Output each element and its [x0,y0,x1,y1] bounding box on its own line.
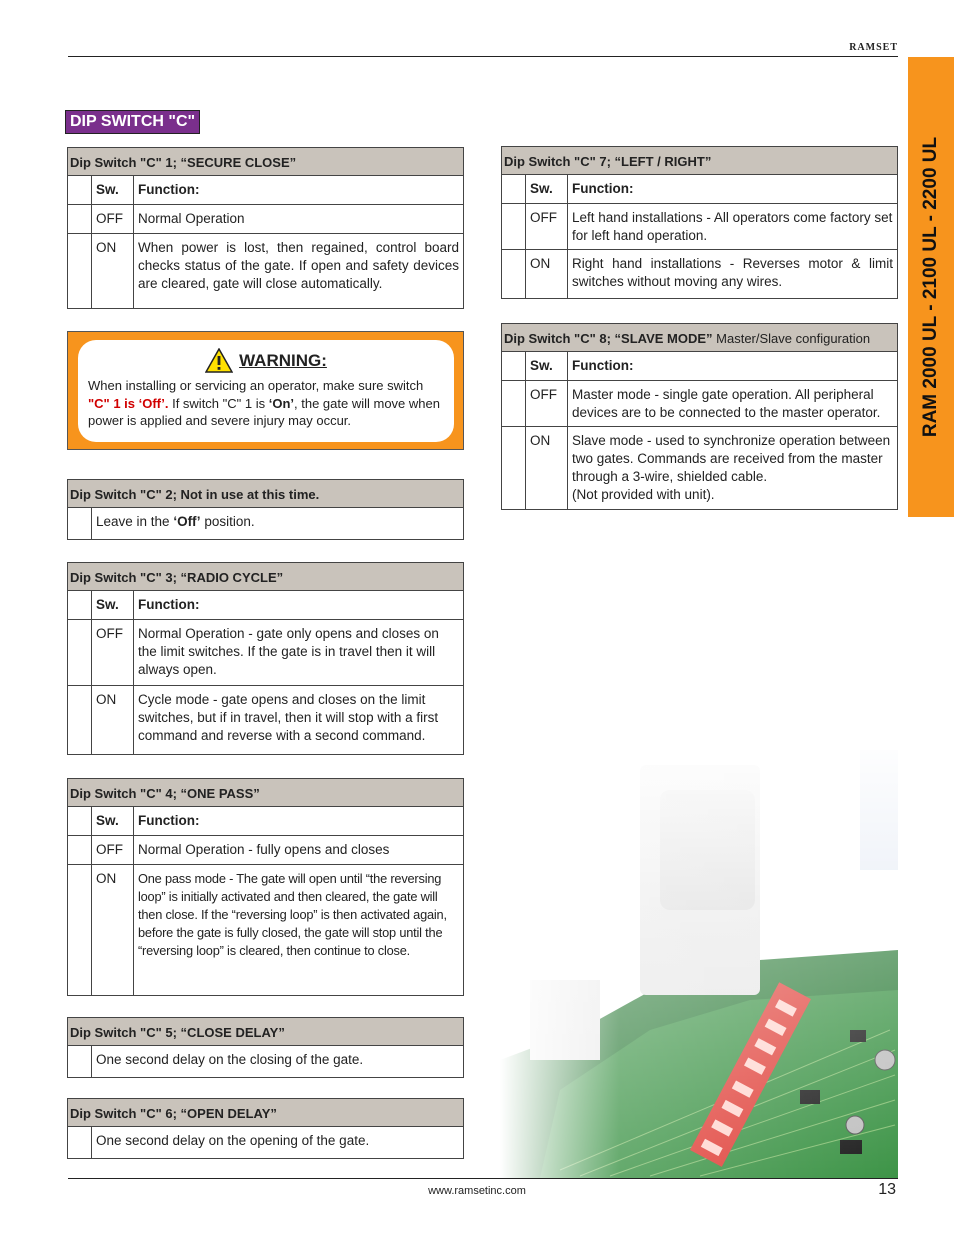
col-function-label: Function: [138,597,200,612]
table-row [68,1127,463,1158]
sw-value: OFF [92,620,134,685]
table-row [502,352,897,381]
section-title: DIP SWITCH "C" [66,111,199,133]
side-tab-text: RAM 2000 UL - 2100 UL - 2200 UL [920,136,941,438]
table-header: Dip Switch "C" 3; “RADIO CYCLE” [68,563,463,591]
sw-value: ON [526,427,568,509]
col-sw-label: Sw. [92,807,134,835]
table-header: Dip Switch "C" 7; “LEFT / RIGHT” [502,147,897,175]
function-text: One pass mode - The gate will open until “the reversing loop” is initially activated and then cleared, the gate will then close. If the “reversing loop” is then activated again, before the gate is fully closed, the gate will stop until the “reversing loop” is cleared, then continue to close. [138,871,447,958]
sw-value: ON [92,234,134,308]
table-row [68,508,463,539]
col-function-label: Function: [572,181,634,196]
table-row [502,204,897,250]
function-text: Normal Operation [138,211,245,226]
function-text: One second delay on the opening of the gate. [96,1133,370,1148]
table-sw6 [67,1098,464,1159]
footer-rule [68,1178,898,1179]
table-row [502,175,897,204]
table-row [68,591,463,620]
sw-value: OFF [92,205,134,233]
table-sw2 [67,479,464,540]
table-header: Dip Switch "C" 6; “OPEN DELAY” [68,1099,463,1127]
col-sw-label: Sw. [92,591,134,619]
table-row [68,176,463,205]
table-row [68,205,463,234]
table-sw3 [67,562,464,755]
function-text: Leave in the ‘Off’ position. [96,514,255,529]
side-tab [908,57,954,517]
sw-value: ON [92,865,134,995]
table-row [68,620,463,686]
sw-value: ON [92,686,134,754]
table-row [68,1046,463,1077]
warning-panel [78,340,454,442]
function-text: Right hand installations - Reverses motor & limit switches without moving any wires. [572,256,893,289]
page-number: 13 [878,1181,896,1198]
warning-text: When installing or servicing an operator, make sure switch "C" 1 is ‘Off’. If switch "C" 1 is ‘On’, the gate will move when power is applied and severe injury may occur. [88,378,440,428]
table-sw5 [67,1017,464,1078]
function-text: One second delay on the closing of the gate. [96,1052,364,1067]
col-sw-label: Sw. [526,352,568,380]
table-sw1 [67,147,464,309]
circuit-board-image [500,730,898,1178]
brand-name: RAMSET [849,42,898,53]
sw-value: OFF [526,381,568,426]
sw-value: OFF [526,204,568,249]
table-sw8 [501,323,898,510]
table-header: Dip Switch "C" 5; “CLOSE DELAY” [68,1018,463,1046]
function-text: Normal Operation - gate only opens and closes on the limit switches. If the gate is in travel then it will always open. [138,626,439,677]
col-function-label: Function: [138,182,200,197]
table-sw4 [67,778,464,996]
function-text: When power is lost, then regained, control board checks status of the gate. If open and safety devices are cleared, gate will close automatically. [138,240,459,291]
col-sw-label: Sw. [526,175,568,203]
table-header: Dip Switch "C" 1; “SECURE CLOSE” [68,148,463,176]
col-function-label: Function: [138,813,200,828]
table-header: Dip Switch "C" 4; “ONE PASS” [68,779,463,807]
footer-url: www.ramsetinc.com [428,1185,526,1197]
table-row [502,250,897,298]
table-row [68,836,463,865]
function-text: Master mode - single gate operation. All peripheral devices are to be connected to the master operator. [572,387,881,420]
function-text: Left hand installations - All operators come factory set for left hand operation. [572,210,893,243]
col-function-label: Function: [572,358,634,373]
table-row [502,381,897,427]
table-row [68,807,463,836]
table-sw7 [501,146,898,299]
sw-value: ON [526,250,568,298]
top-rule [68,56,898,57]
table-header: Dip Switch "C" 8; “SLAVE MODE” Master/Slave configuration [502,324,897,352]
table-header: Dip Switch "C" 2; Not in use at this time. [68,480,463,508]
table-row [68,865,463,995]
function-text: Cycle mode - gate opens and closes on the limit switches, but if in travel, then it will stop with a first command and reverse with a second command. [138,692,439,743]
warning-box [67,331,464,450]
table-row [68,686,463,754]
col-sw-label: Sw. [92,176,134,204]
function-text: Normal Operation - fully opens and closes [138,842,390,857]
warning-title: WARNING: [239,350,327,370]
function-text: Slave mode - used to synchronize operation between two gates. Commands are received from the master through a 3-wire, shielded cable. (Not provided with unit). [572,433,891,502]
table-row [502,427,897,509]
sw-value: OFF [92,836,134,864]
table-row [68,234,463,308]
warning-triangle-icon [205,348,233,373]
